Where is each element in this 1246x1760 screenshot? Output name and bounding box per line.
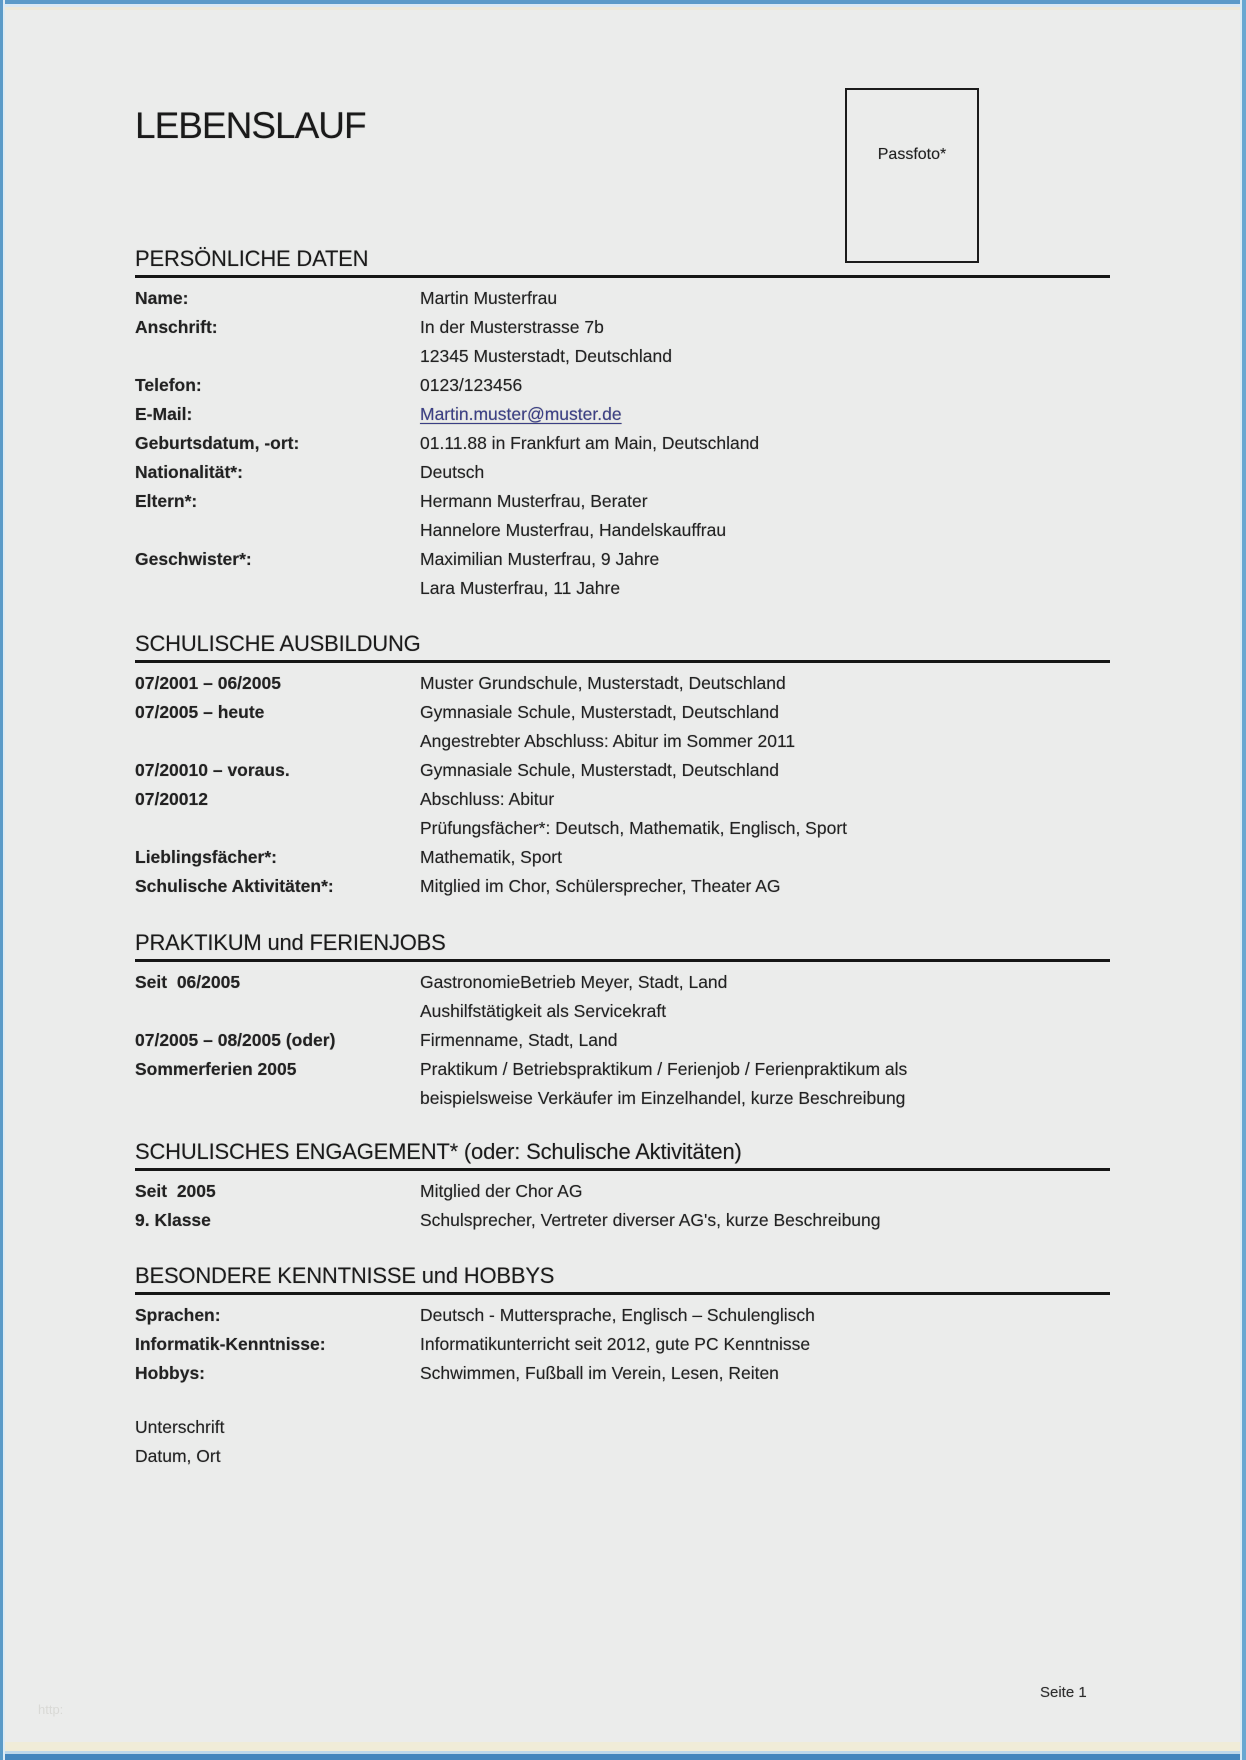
row-label: Schulische Aktivitäten*: xyxy=(135,876,334,896)
row-label: Hobbys: xyxy=(135,1363,205,1383)
row-value: Informatikunterricht seit 2012, gute PC Kenntnisse xyxy=(420,1334,811,1354)
date-place-label: Datum, Ort xyxy=(135,1446,221,1466)
passfoto-placeholder xyxy=(845,88,979,263)
section-personal-data xyxy=(135,246,1110,603)
row-value: Hermann Musterfrau, Berater xyxy=(420,491,648,511)
row-label: 07/20010 – voraus. xyxy=(135,760,290,780)
row-value: Muster Grundschule, Musterstadt, Deutschland xyxy=(420,673,786,693)
row-value: Mathematik, Sport xyxy=(420,847,562,867)
row-sommerferien xyxy=(135,1026,1110,1113)
signature-block xyxy=(135,1413,1110,1471)
row-label: 07/2001 – 06/2005 xyxy=(135,673,281,693)
row-label: Lieblingsfächer*: xyxy=(135,847,277,867)
section-rule xyxy=(135,959,1110,962)
row-gymnasium-aktuell xyxy=(135,698,1110,756)
scan-border-top-cream xyxy=(0,7,1246,10)
row-anschrift xyxy=(135,313,1110,371)
row-label: 07/20012 xyxy=(135,789,208,809)
section-heading-praktikum: PRAKTIKUM und FERIENJOBS xyxy=(135,930,446,955)
scan-border-right xyxy=(1242,0,1246,1760)
row-schulische-aktivitaeten xyxy=(135,872,1110,901)
row-value: 0123/123456 xyxy=(420,375,523,395)
row-value: Schulsprecher, Vertreter diverser AG's, kurze Beschreibung xyxy=(420,1210,881,1230)
row-value: In der Musterstrasse 7b xyxy=(420,317,604,337)
section-rule xyxy=(135,660,1110,663)
row-value: Martin Musterfrau xyxy=(420,288,558,308)
row-gastronomie xyxy=(135,968,1110,1026)
page-title: LEBENSLAUF xyxy=(135,105,366,146)
row-value: Deutsch xyxy=(420,462,485,482)
row-label: Seit 06/2005 xyxy=(135,972,241,992)
row-label: Anschrift: xyxy=(135,317,218,337)
passfoto-label: Passfoto* xyxy=(877,146,947,163)
row-label: Eltern*: xyxy=(135,491,198,511)
row-value: Firmenname, Stadt, Land xyxy=(420,1030,618,1050)
section-rule xyxy=(135,1168,1110,1171)
row-label: Nationalität*: xyxy=(135,462,243,482)
section-kenntnisse-hobbys xyxy=(135,1263,1110,1388)
row-value: Schwimmen, Fußball im Verein, Lesen, Reiten xyxy=(420,1363,779,1383)
row-label: Informatik-Kenntnisse: xyxy=(135,1334,326,1354)
row-value: Lara Musterfrau, 11 Jahre xyxy=(420,578,621,598)
row-label: 07/2005 – heute xyxy=(135,702,265,722)
row-value: 01.11.88 in Frankfurt am Main, Deutschland xyxy=(420,433,760,453)
row-value: Deutsch - Muttersprache, Englisch – Schulenglisch xyxy=(420,1305,815,1325)
row-label: 07/2005 – 08/2005 (oder) xyxy=(135,1030,336,1050)
section-school-education xyxy=(135,631,1110,901)
row-hobbys xyxy=(135,1359,1110,1388)
row-value: Aushilfstätigkeit als Servicekraft xyxy=(420,1001,667,1021)
row-grundschule xyxy=(135,669,1110,698)
row-label: Sommerferien 2005 xyxy=(135,1059,297,1079)
row-label: 9. Klasse xyxy=(135,1210,211,1230)
section-heading-engagement: SCHULISCHES ENGAGEMENT* (oder: Schulische Aktivitäten) xyxy=(135,1139,742,1164)
row-value: 12345 Musterstadt, Deutschland xyxy=(420,346,672,366)
row-label: Geburtsdatum, -ort: xyxy=(135,433,300,453)
section-schulisches-engagement xyxy=(135,1139,1110,1235)
row-value: beispielsweise Verkäufer im Einzelhandel, kurze Beschreibung xyxy=(420,1088,906,1108)
row-eltern xyxy=(135,487,1110,545)
row-value: Praktikum / Betriebspraktikum / Ferienjob / Ferienpraktikum als xyxy=(420,1059,908,1079)
row-label: Sprachen: xyxy=(135,1305,221,1325)
row-chor-ag xyxy=(135,1177,1110,1206)
scan-border-right-light xyxy=(1240,0,1242,1760)
section-rule xyxy=(135,1292,1110,1295)
row-value: Mitglied im Chor, Schülersprecher, Theater AG xyxy=(420,876,781,896)
row-label: Seit 2005 xyxy=(135,1181,216,1201)
signature-label: Unterschrift xyxy=(135,1417,225,1437)
row-telefon xyxy=(135,371,1110,400)
row-value: Prüfungsfächer*: Deutsch, Mathematik, Englisch, Sport xyxy=(420,818,848,838)
section-rule xyxy=(135,275,1110,278)
row-geschwister xyxy=(135,545,1110,603)
section-heading-education: SCHULISCHE AUSBILDUNG xyxy=(135,631,421,656)
row-value: Gymnasiale Schule, Musterstadt, Deutschland xyxy=(420,760,779,780)
row-nationalitaet xyxy=(135,458,1110,487)
scan-border-bottom xyxy=(0,1754,1246,1760)
row-schulsprecher xyxy=(135,1206,1110,1235)
row-label: Telefon: xyxy=(135,375,202,395)
row-value: Mitglied der Chor AG xyxy=(420,1181,583,1201)
page-number: Seite 1 xyxy=(1040,1684,1087,1701)
row-lieblingsfaecher xyxy=(135,843,1110,872)
email-link[interactable]: Martin.muster@muster.de xyxy=(420,404,622,424)
row-value: GastronomieBetrieb Meyer, Stadt, Land xyxy=(420,972,728,992)
section-heading-personal: PERSÖNLICHE DATEN xyxy=(135,246,369,271)
row-sprachen xyxy=(135,1301,1110,1330)
row-label: Geschwister*: xyxy=(135,549,252,569)
section-praktikum-ferienjobs xyxy=(135,930,1110,1113)
row-value: Gymnasiale Schule, Musterstadt, Deutschland xyxy=(420,702,779,722)
row-informatik xyxy=(135,1330,1110,1359)
row-value: Hannelore Musterfrau, Handelskauffrau xyxy=(420,520,727,540)
row-value: Maximilian Musterfrau, 9 Jahre xyxy=(420,549,660,569)
row-value: Abschluss: Abitur xyxy=(420,789,555,809)
row-geburtsdatum xyxy=(135,429,1110,458)
row-label: Name: xyxy=(135,288,189,308)
scan-border-left-light xyxy=(3,0,5,1760)
row-gymnasium-voraus xyxy=(135,756,1110,843)
row-name xyxy=(135,284,1110,313)
row-label: E-Mail: xyxy=(135,404,193,424)
scan-border-bottom-cream xyxy=(0,1742,1246,1751)
section-heading-kenntnisse: BESONDERE KENNTNISSE und HOBBYS xyxy=(135,1263,555,1288)
scan-watermark: http: xyxy=(38,1702,64,1717)
row-value: Angestrebter Abschluss: Abitur im Sommer 2011 xyxy=(420,731,796,751)
scan-border-bottom-light xyxy=(0,1751,1246,1754)
row-email xyxy=(135,400,1110,429)
